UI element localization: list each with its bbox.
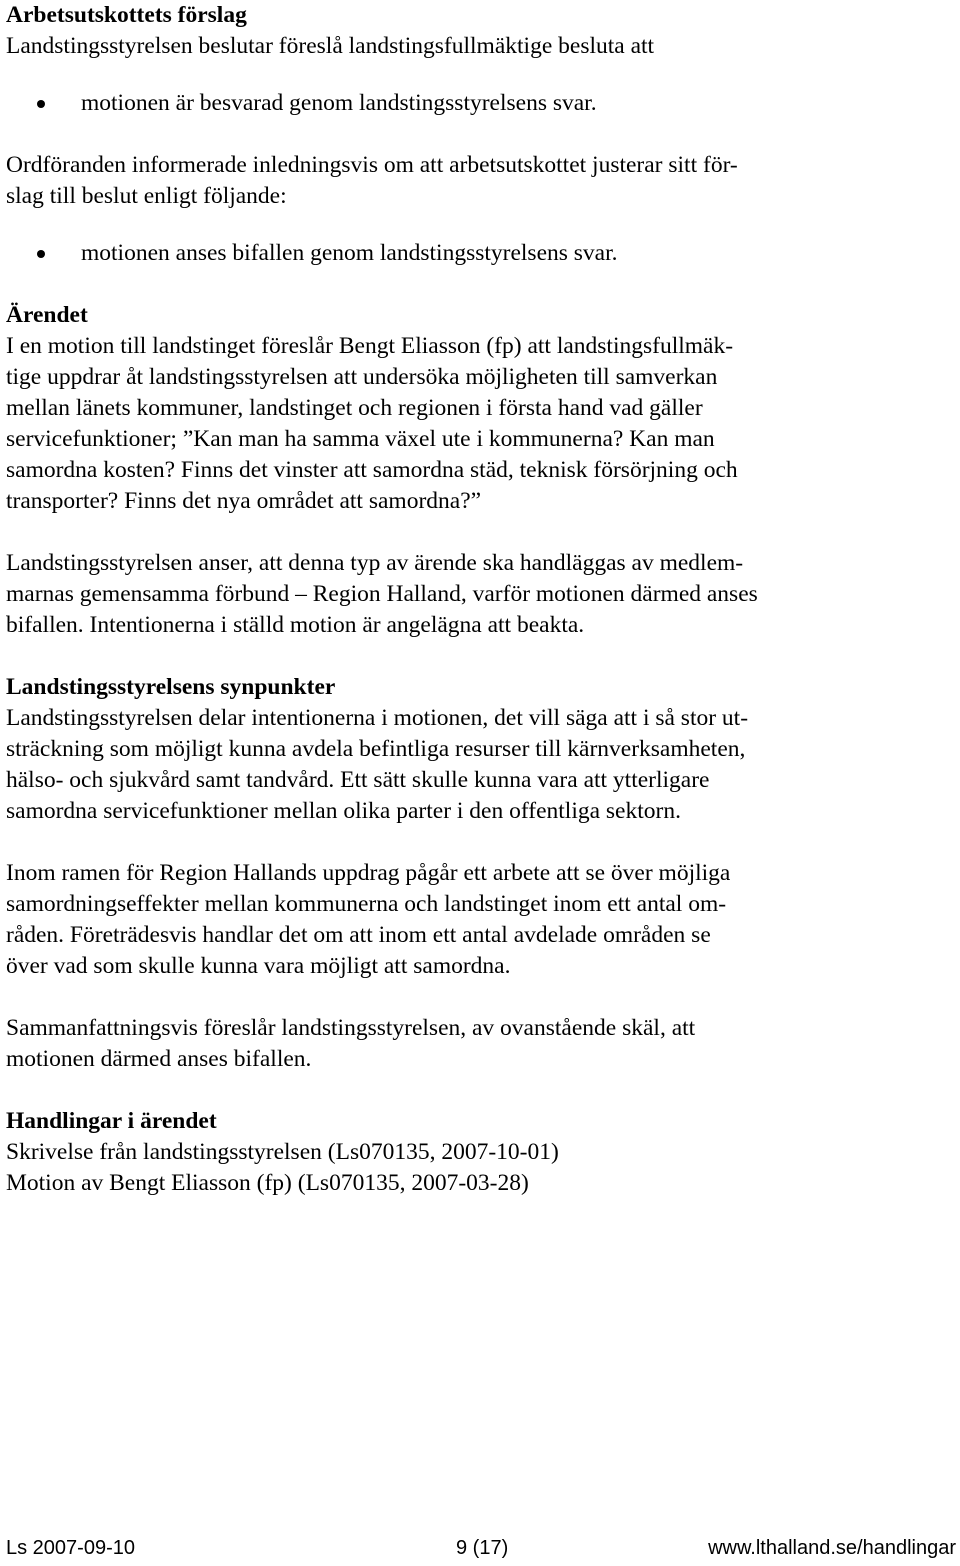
text-line: samordningseffekter mellan kommunerna och landstinget inom ett antal om- bbox=[6, 891, 727, 917]
text-line: hälso- och sjukvård samt tandvård. Ett sätt skulle kunna vara att ytterligare bbox=[6, 767, 710, 793]
heading-matter: Ärendet bbox=[6, 302, 88, 328]
footer-date: Ls 2007-09-10 bbox=[6, 1537, 135, 1559]
viewpoints-paragraph-1 bbox=[6, 703, 954, 827]
chair-line-2: slag till beslut enligt följande: bbox=[6, 183, 287, 209]
bullet-icon bbox=[37, 100, 45, 108]
document-item-2: Motion av Bengt Eliasson (fp) (Ls070135, 2007-03-28) bbox=[6, 1170, 529, 1196]
text-line: mellan länets kommuner, landstinget och regionen i första hand vad gäller bbox=[6, 395, 703, 421]
viewpoints-paragraph-3 bbox=[6, 1013, 954, 1075]
text-line: tige uppdrar åt landstingsstyrelsen att undersöka möjligheten till samverkan bbox=[6, 364, 718, 390]
text-line: bifallen. Intentionerna i ställd motion är angelägna att beakta. bbox=[6, 612, 585, 638]
page-footer bbox=[6, 1535, 956, 1561]
section-matter bbox=[6, 300, 954, 641]
proposal-bullet-2-text: motionen anses bifallen genom landstingsstyrelsens svar. bbox=[81, 240, 618, 266]
heading-documents: Handlingar i ärendet bbox=[6, 1108, 217, 1134]
proposal-bullet-1 bbox=[6, 88, 954, 119]
proposal-intro: Landstingsstyrelsen beslutar föreslå landstingsfullmäktige besluta att bbox=[6, 33, 655, 59]
text-line: marnas gemensamma förbund – Region Halland, varför motionen därmed anses bbox=[6, 581, 758, 607]
heading-proposal: Arbetsutskottets förslag bbox=[6, 2, 247, 28]
text-line: servicefunktioner; ”Kan man ha samma växel ute i kommunerna? Kan man bbox=[6, 426, 715, 452]
text-line: Landstingsstyrelsen anser, att denna typ av ärende ska handläggas av medlem- bbox=[6, 550, 744, 576]
text-line: Landstingsstyrelsen delar intentionerna i motionen, det vill säga att i så stor ut- bbox=[6, 705, 749, 731]
text-line: motionen därmed anses bifallen. bbox=[6, 1046, 312, 1072]
text-line: Inom ramen för Region Hallands uppdrag pågår ett arbete att se över möjliga bbox=[6, 860, 731, 886]
section-documents bbox=[6, 1106, 954, 1199]
text-line: samordna servicefunktioner mellan olika parter i den offentliga sektorn. bbox=[6, 798, 681, 824]
section-proposal bbox=[6, 0, 954, 269]
text-line: I en motion till landstinget föreslår Bengt Eliasson (fp) att landstingsfullmäk- bbox=[6, 333, 734, 359]
text-line: över vad som skulle kunna vara möjligt att samordna. bbox=[6, 953, 511, 979]
section-viewpoints bbox=[6, 672, 954, 1075]
document-item-1: Skrivelse från landstingsstyrelsen (Ls070135, 2007-10-01) bbox=[6, 1139, 559, 1165]
matter-paragraph-2 bbox=[6, 548, 954, 641]
text-line: Sammanfattningsvis föreslår landstingsstyrelsen, av ovanstående skäl, att bbox=[6, 1015, 696, 1041]
text-line: råden. Företrädesvis handlar det om att inom ett antal avdelade områden se bbox=[6, 922, 711, 948]
footer-page-number: 9 (17) bbox=[456, 1537, 509, 1559]
text-line: transporter? Finns det nya området att samordna?” bbox=[6, 488, 482, 514]
viewpoints-paragraph-2 bbox=[6, 858, 954, 982]
bullet-icon bbox=[37, 250, 45, 258]
text-line: samordna kosten? Finns det vinster att samordna städ, teknisk försörjning och bbox=[6, 457, 738, 483]
proposal-bullet-1-text: motionen är besvarad genom landstingsstyrelsens svar. bbox=[81, 90, 597, 116]
footer-url: www.lthalland.se/handlingar bbox=[708, 1537, 956, 1559]
text-line: sträckning som möjligt kunna avdela befintliga resurser till kärnverksamheten, bbox=[6, 736, 746, 762]
chair-line-1: Ordföranden informerade inledningsvis om att arbetsutskottet justerar sitt för- bbox=[6, 152, 738, 178]
document-body bbox=[6, 0, 954, 1199]
proposal-bullet-2 bbox=[6, 238, 954, 269]
heading-viewpoints: Landstingsstyrelsens synpunkter bbox=[6, 674, 336, 700]
matter-paragraph-1 bbox=[6, 331, 954, 517]
